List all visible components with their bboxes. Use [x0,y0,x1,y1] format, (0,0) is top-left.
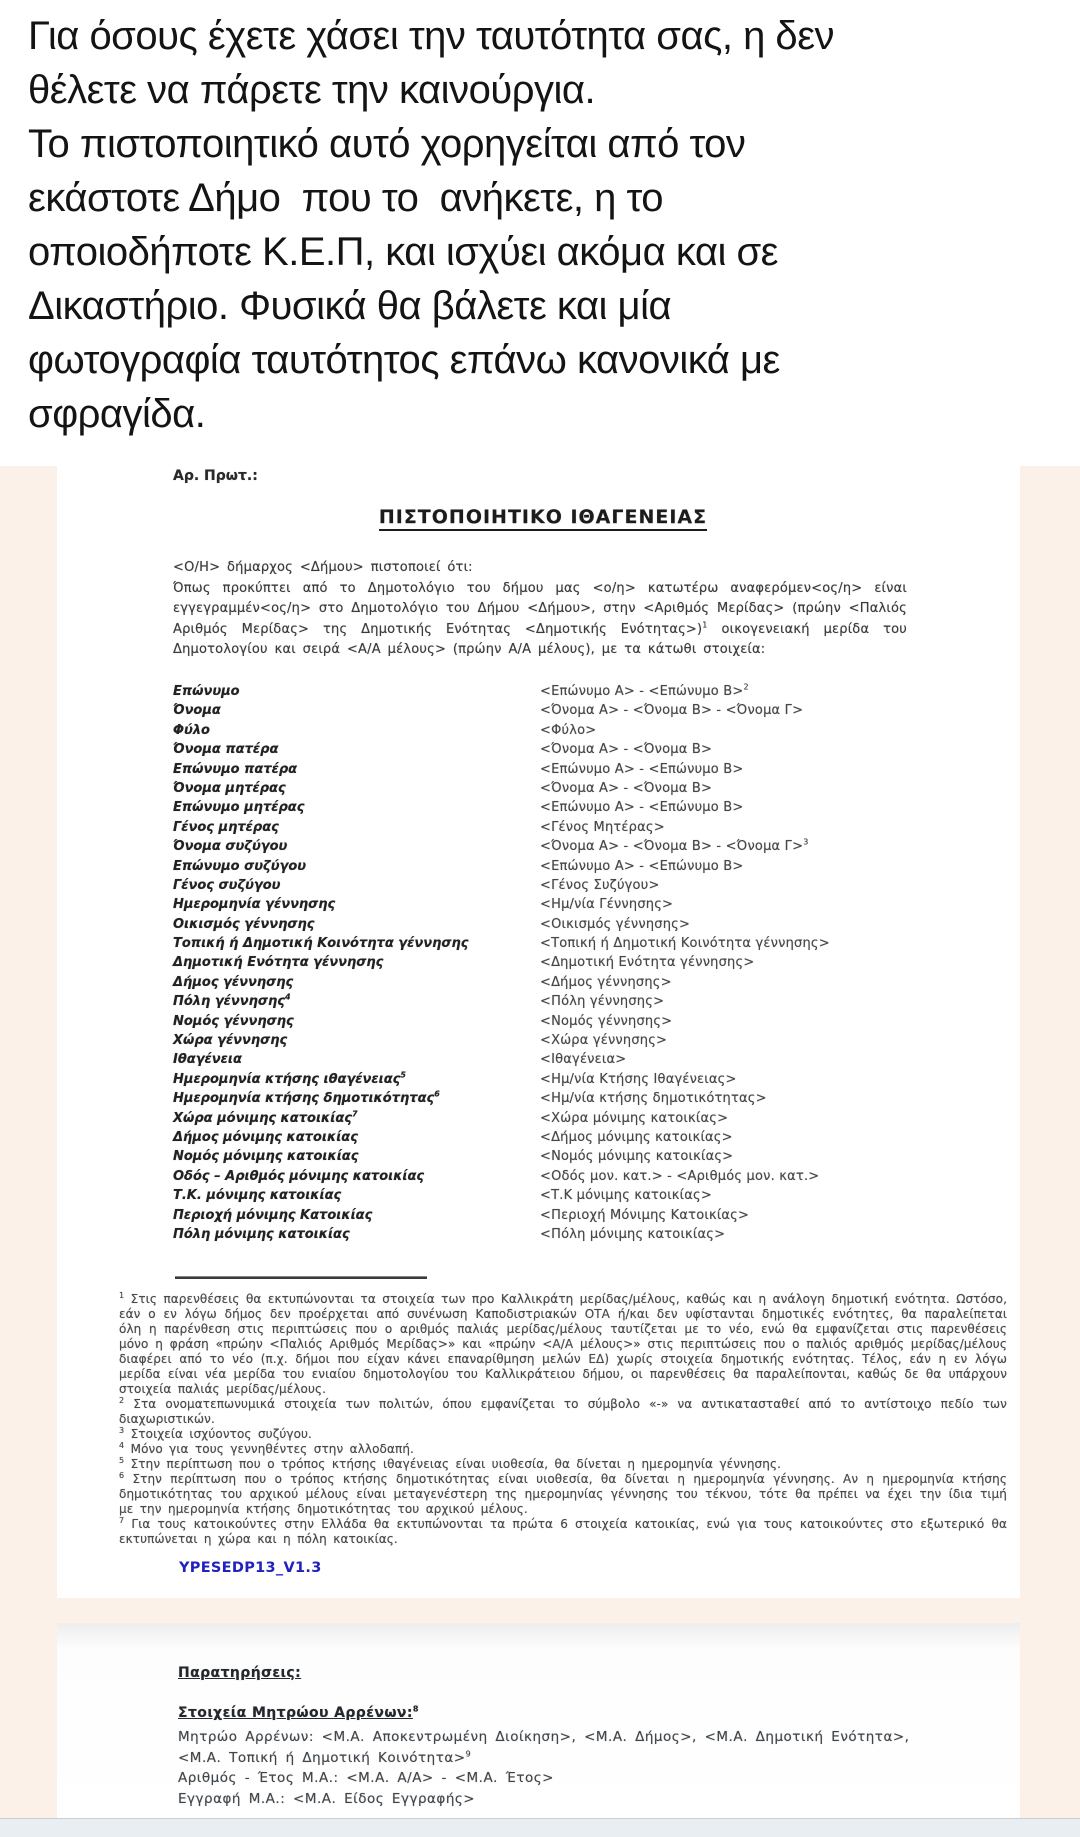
field-value: <Όνομα Α> - <Όνομα Β> - <Όνομα Γ> [540,703,804,719]
field-label: Φύλο [173,722,210,738]
field-row [173,1012,953,1031]
field-row [173,1031,953,1050]
intro-line: σφραγίδα. [28,392,206,436]
field-row [173,701,953,720]
footnote-marker: 6 [119,1471,125,1480]
field-row [173,895,953,914]
field-row [173,740,953,759]
field-value: <Πόλη μόνιμης κατοικίας> [540,1226,726,1242]
footnote-marker: 2 [119,1396,125,1405]
protocol-label: Αρ. Πρωτ.: [173,468,258,484]
field-value: <Χώρα μόνιμης κατοικίας> [540,1110,729,1126]
field-value: <Τ.Κ μόνιμης κατοικίας> [540,1188,712,1204]
field-row [173,876,953,895]
field-value: <Επώνυμο Α> - <Επώνυμο Β>$^2$ [540,682,749,699]
field-label: Χώρα μόνιμης κατοικίας$^7$ [173,1109,358,1126]
intro-line: Το πιστοποιητικό αυτό χορηγείται από τον [28,122,746,166]
version-label: YPESEDP13_V1.3 [179,1560,322,1576]
field-label: Όνομα μητέρας [173,780,286,796]
footnote-item [119,1397,1007,1427]
footnote-item [119,1472,1007,1517]
certificate-scan [0,466,1080,1837]
field-row [173,973,953,992]
field-row [173,915,953,934]
field-label: Δημοτική Ενότητα γέννησης [173,955,384,971]
field-label: Ημερομηνία κτήσης δημοτικότητας$^6$ [173,1089,440,1107]
field-label: Επώνυμο συζύγου [173,858,307,874]
intro-text [0,0,1080,441]
certificate-title-wrap [173,506,913,531]
footnote-text: Στην περίπτωση που ο τρόπος κτήσης δημοτικότητας είναι υιοθεσία, θα δίνεται η ημερομηνία γέννησης. Αν η ημερομηνία κτήσης δημοτικότητας του αρχικού μέλους είναι μεταγενέστερη της ημερομηνίας γέννησης του τέκνου, τότε θα πρέπει να έχει την ίδια τιμή με την ημερομηνία κτήσης δημοτικότητας του αρχικού μέλους. [119,1472,1007,1516]
field-value: <Ημ/νία Κτήσης Ιθαγένειας> [540,1071,737,1087]
male-registry-heading: Στοιχεία Μητρώου Αρρένων:$^8$ [178,1704,419,1721]
field-label: Όνομα συζύγου [173,839,288,855]
field-row [173,1186,953,1205]
field-row [173,760,953,779]
field-value: <Γένος Συζύγου> [540,877,660,893]
field-value: <Δήμος γέννησης> [540,974,672,990]
field-value: <Ιθαγένεια> [540,1052,627,1068]
field-value: <Ημ/νία Γέννησης> [540,897,674,913]
field-value: <Τοπική ή Δημοτική Κοινότητα γέννησης> [540,936,830,952]
registry-line: Αριθμός - Έτος Μ.Α.: <Μ.Α. Α/Α> - <Μ.Α. Έτος> [178,1770,554,1786]
certificate-body: Όπως προκύπτει από το Δημοτολόγιο του δήμου μας <ο/η> κατωτέρω αναφερόμεν<ος/η> είναι εγγεγραμμέν<ος/η> στο Δημοτολόγιο του Δήμου <Δήμου>, στην <Αριθμός Μερίδας> (πρώην <Παλιός Αριθμός Μερίδας> της Δημοτικής Ενότητας <Δημοτικής Ενότητας>)$^1$ οικογενειακή μερίδα του Δημοτολογίου και σειρά <Α/Α μέλους> (πρώην Α/Α μέλους), με τα κάτωθι στοιχεία: [173,580,907,657]
field-label: Γένος μητέρας [173,819,279,835]
field-row [173,1147,953,1166]
field-row [173,779,953,798]
fields-table [173,682,953,1244]
field-row [173,857,953,876]
registry-line: <Μ.Α. Τοπική ή Δημοτική Κοινότητα>$^9$ [178,1749,472,1766]
field-row [173,1206,953,1225]
footnote-text: Μόνο για τους γεννηθέντες στην αλλοδαπή. [130,1442,414,1456]
field-value: <Δημοτική Ενότητα γέννησης> [540,955,755,971]
field-label: Όνομα πατέρα [173,742,279,758]
field-label: Τοπική ή Δημοτική Κοινότητα γέννησης [173,936,469,952]
footnote-text: Στα ονοματεπωνυμικά στοιχεία των πολιτών, όπου εμφανίζεται το σύμβολο «-» να αντικατασταθεί από το αντίστοιχο πεδίο των διαχωριστικών. [119,1397,1007,1426]
field-value: <Χώρα γέννησης> [540,1033,668,1049]
field-value: <Επώνυμο Α> - <Επώνυμο Β> [540,858,744,874]
field-value: <Ημ/νία κτήσης δημοτικότητας> [540,1091,767,1107]
intro-line: φωτογραφία ταυτότητος επάνω κανονικά με [28,338,780,382]
certificate-paragraph [173,558,907,661]
field-label: Πόλη γέννησης$^4$ [173,992,291,1010]
field-label: Τ.Κ. μόνιμης κατοικίας [173,1188,342,1204]
certificate-intro-line: <Ο/Η> δήμαρχος <Δήμου> πιστοποιεί ότι: [173,560,473,575]
field-row [173,934,953,953]
intro-line: εκάστοτε Δήμο που το ανήκετε, η το [28,176,663,220]
intro-line: Δικαστήριο. Φυσικά θα βάλετε και μία [28,284,672,328]
field-value: <Όνομα Α> - <Όνομα Β> - <Όνομα Γ>$^3$ [540,837,809,855]
field-label: Δήμος μόνιμης κατοικίας [173,1129,358,1145]
footnote-marker: 1 [119,1291,125,1300]
field-value: <Πόλη γέννησης> [540,994,665,1010]
field-label: Ημερομηνία κτήσης ιθαγένειας$^5$ [173,1070,406,1087]
footnote-item [119,1292,1007,1397]
field-row [173,837,953,856]
field-label: Ημερομηνία γέννησης [173,897,336,913]
field-value: <Επώνυμο Α> - <Επώνυμο Β> [540,761,744,777]
intro-line: Για όσους έχετε χάσει την ταυτότητα σας, η δεν [28,14,835,58]
field-value: <Φύλο> [540,722,597,738]
field-label: Περιοχή μόνιμης Κατοικίας [173,1207,373,1223]
registry-lines [178,1727,1008,1809]
field-row [173,1050,953,1069]
field-value: <Περιοχή Μόνιμης Κατοικίας> [540,1207,750,1223]
footnote-text: Στις παρενθέσεις θα εκτυπώνονται τα στοιχεία των προ Καλλικράτη μερίδας/μέλους, καθώς και η ανάλογη δημοτική ενότητα. Ωστόσο, εάν ο εν λόγω δήμος δεν προέρχεται από συνένωση Καποδιστριακών ΟΤΑ ή/και δεν υφίστανται δημοτικές ενότητες, θα παραλείπεται όλη η παρένθεση στις περιπτώσεις που ο αριθμός παλιάς μερίδας/μέλους ταυτίζεται με το νέο, ενώ θα εμφανίζεται στις παρενθέσεις μόνο η φράση «πρώην <Παλιός Αριθμός Μερίδας>» και «πρώην <Α/Α μέλους>» στις περιπτώσεις που ο παλιός αριθμός μερίδας/μέλους διαφέρει από το νέο (π.χ. δήμοι που είχαν κάνει επαναρίθμηση μελών ΕΔ) χωρίς στοιχεία δημοτικής ενότητας. Τέλος, εάν η εν λόγω μερίδα είναι νέα μερίδα του ενιαίου δημοτολογίου του Καλλικράτειου δήμου, οι παρενθέσεις θα παραλείπονται, καθώς δε θα υπάρχουν στοιχεία παλιάς μερίδας/μέλους. [119,1292,1007,1396]
field-row [173,818,953,837]
intro-line: θέλετε να πάρετε την καινούργια. [28,68,596,112]
footnote-separator [175,1276,427,1279]
footnote-marker: 4 [119,1441,125,1450]
field-value: <Νομός γέννησης> [540,1013,673,1029]
registry-line: Εγγραφή Μ.Α.: <Μ.Α. Είδος Εγγραφής> [178,1790,476,1807]
field-value: <Γένος Μητέρας> [540,819,665,835]
field-label: Επώνυμο μητέρας [173,800,305,816]
field-row [173,798,953,817]
field-row [173,1225,953,1244]
field-value: <Δήμος μόνιμης κατοικίας> [540,1129,733,1145]
footer-strip [0,1818,1080,1837]
footnote-item [119,1457,1007,1472]
field-row [173,1167,953,1186]
field-label: Όνομα [173,703,221,719]
field-value: <Οικισμός γέννησης> [540,916,691,932]
field-value: <Όνομα Α> - <Όνομα Β> [540,780,713,796]
field-label: Δήμος γέννησης [173,974,294,990]
footnote-item [119,1427,1007,1442]
field-row [173,1070,953,1089]
field-row [173,992,953,1011]
field-label: Νομός γέννησης [173,1013,294,1029]
field-label: Χώρα γέννησης [173,1033,288,1049]
field-label: Οικισμός γέννησης [173,916,315,932]
field-value: <Επώνυμο Α> - <Επώνυμο Β> [540,800,744,816]
footnotes [119,1292,1007,1547]
field-row [173,1128,953,1147]
footnote-item [119,1517,1007,1547]
footnote-marker: 5 [119,1456,125,1465]
field-row [173,1089,953,1108]
notes-heading: Παρατηρήσεις: [178,1665,302,1681]
footnote-marker: 7 [119,1516,125,1525]
footnote-text: Για τους κατοικούντες στην Ελλάδα θα εκτυπώνονται τα πρώτα 6 στοιχεία κατοικίας, ενώ για τους κατοικούντες στο εξωτερικό θα εκτυπώνεται η χώρα και η πόλη κατοικίας. [119,1517,1007,1546]
field-value: <Οδός μον. κατ.> - <Αριθμός μον. κατ.> [540,1168,820,1184]
registry-line: Μητρώο Αρρένων: <Μ.Α. Αποκεντρωμένη Διοίκηση>, <Μ.Α. Δήμος>, <Μ.Α. Δημοτική Ενότητα>, [178,1729,910,1745]
field-label: Επώνυμο πατέρα [173,761,298,777]
field-label: Οδός – Αριθμός μόνιμης κατοικίας [173,1168,425,1184]
field-label: Πόλη μόνιμης κατοικίας [173,1226,350,1242]
field-row [173,682,953,701]
field-row [173,953,953,972]
field-value: <Νομός μόνιμης κατοικίας> [540,1149,734,1165]
field-label: Ιθαγένεια [173,1052,242,1068]
certificate-title: ΠΙΣΤΟΠΟΙΗΤΙΚΟ ΙΘΑΓΕΝΕΙΑΣ [379,506,707,531]
notes-page [57,1623,1020,1818]
field-label: Νομός μόνιμης κατοικίας [173,1149,359,1165]
field-row [173,1109,953,1128]
field-value: <Όνομα Α> - <Όνομα Β> [540,742,713,758]
footnote-text: Στην περίπτωση που ο τρόπος κτήσης ιθαγένειας είναι υιοθεσία, θα δίνεται η ημερομηνία γέννησης. [130,1457,782,1471]
footnote-marker: 3 [119,1426,125,1435]
intro-line: οποιοδήποτε Κ.Ε.Π, και ισχύει ακόμα και σε [28,230,778,274]
field-label: Επώνυμο [173,684,240,699]
certificate-page [57,466,1020,1598]
field-row [173,721,953,740]
footnote-item [119,1442,1007,1457]
footnote-text: Στοιχεία ισχύοντος συζύγου. [130,1427,312,1441]
field-label: Γένος συζύγου [173,877,281,893]
